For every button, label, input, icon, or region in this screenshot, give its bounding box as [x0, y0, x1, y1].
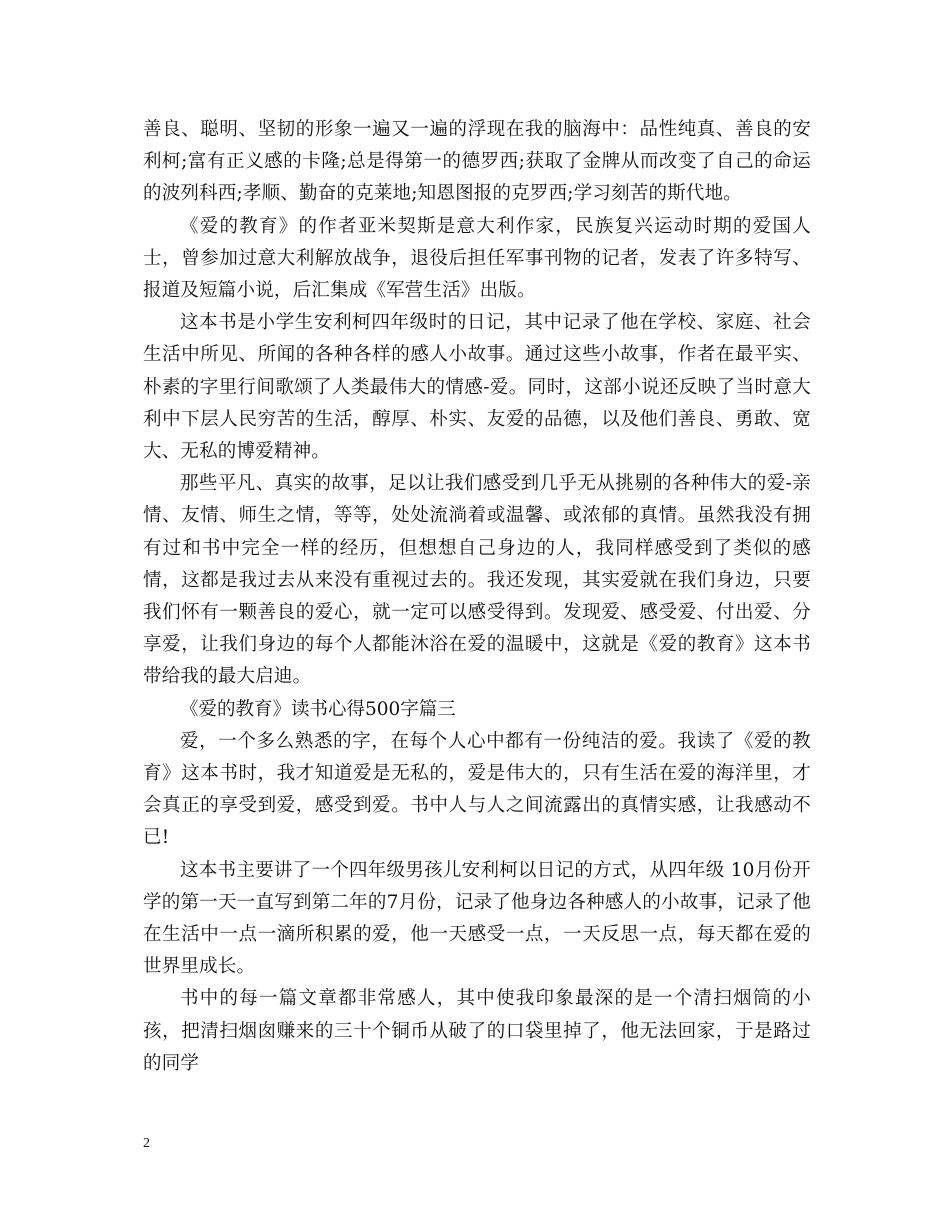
paragraph-story: 书中的每一篇文章都非常感人，其中使我印象最深的是一个清扫烟筒的小孩，把清扫烟囱赚来的三十个铜币从破了的口袋里掉了，他无法回家，于是路过的同学: [143, 988, 811, 1074]
paragraph-intro: 爱，一个多么熟悉的字，在每个人心中都有一份纯洁的爱。我读了《爱的教育》这本书时，我才知道爱是无私的，爱是伟大的，只有生活在爱的海洋里，才会真正的享受到爱，感受到爱。书中人与人之间流露出的真情实感，让我感动不已!: [143, 730, 811, 849]
paragraph-content: 这本书主要讲了一个四年级男孩儿安利柯以日记的方式，从四年级 10月份开学的第一天一直写到第二年的7月份，记录了他身边各种感人的小故事，记录了他在生活中一点一滴所积累的爱，他一天感受一点，一天反思一点，每天都在爱的世界里成长。: [143, 859, 811, 978]
document-body: [143, 114, 811, 1080]
paragraph-reflection: 那些平凡、真实的故事，足以让我们感受到几乎无从挑剔的各种伟大的爱-亲情、友情、师生之情，等等，处处流淌着或温馨、或浓郁的真情。虽然我没有拥有过和书中完全一样的经历，但想想自己身边的人，我同样感受到了类似的感情，这都是我过去从来没有重视过去的。我还发现，其实爱就在我们身边，只要我们怀有一颗善良的爱心，就一定可以感受得到。发现爱、感受爱、付出爱、分享爱，让我们身边的每个人都能沐浴在爱的温暖中，这就是《爱的教育》这本书带给我的最大启迪。: [143, 473, 811, 688]
page-number: 2: [143, 1136, 150, 1151]
paragraph-author: 《爱的教育》的作者亚米契斯是意大利作家，民族复兴运动时期的爱国人士，曾参加过意大利解放战争，退役后担任军事刊物的记者，发表了许多特写、报道及短篇小说，后汇集成《军营生活》出版。: [143, 215, 811, 302]
paragraph-continued: 善良、聪明、坚韧的形象一遍又一遍的浮现在我的脑海中：品性纯真、善良的安利柯;富有正义感的卡隆;总是得第一的德罗西;获取了金牌从而改变了自己的命运的波列科西;孝顺、勤奋的克莱地;知恩图报的克罗西;学习刻苦的斯代地。: [143, 119, 811, 205]
section-heading: 《爱的教育》读书心得500字篇三: [180, 698, 456, 720]
paragraph-book-summary: 这本书是小学生安利柯四年级时的日记，其中记录了他在学校、家庭、社会生活中所见、所闻的各种各样的感人小故事。通过这些小故事，作者在最平实、朴素的字里行间歌颂了人类最伟大的情感-爱。同时，这部小说还反映了当时意大利中下层人民穷苦的生活，醇厚、朴实、友爱的品德，以及他们善良、勇敢、宽大、无私的博爱精神。: [143, 312, 811, 463]
